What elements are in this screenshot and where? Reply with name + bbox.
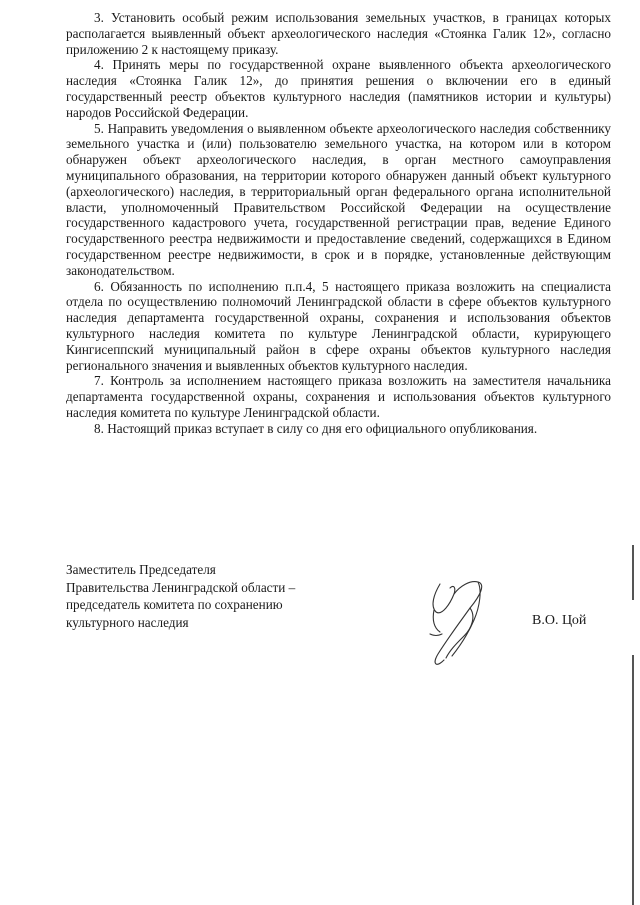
paragraph-8: 8. Настоящий приказ вступает в силу со дня его официального опубликования. bbox=[94, 420, 538, 436]
handwritten-signature bbox=[420, 576, 500, 671]
signatory-position-line: культурного наследия bbox=[66, 614, 189, 630]
signatory-position-line: Правительства Ленинградской области – bbox=[66, 579, 296, 595]
paragraph-3: 3. Установить особый режим использования земельных участков, в границах которых располагается выявленный объект археологического наследия «Стоянка Галик 12», согласно приложению 2 к настоящему приказу. bbox=[66, 10, 611, 57]
signature-block bbox=[66, 561, 611, 671]
paragraph-7: 7. Контроль за исполнением настоящего приказа возложить на заместителя начальника департамента государственной охраны, сохранения и использования объектов культурного наследия комитета по культуре Ленинградской области. bbox=[66, 373, 611, 420]
paragraph-5: 5. Направить уведомления о выявленном объекте археологического наследия собственнику земельного участка и (или) пользователю земельного участка, на котором или в котором обнаружен объект археологического наследия, в орган местного самоуправления муниципального образования, на территории которого обнаружен данный объект культурного (археологического) наследия, в территориальный орган федерального органа исполнительной власти, уполномоченный Правительством Российской Федерации на осуществление государственного кадастрового учета, государственной регистрации прав, ведение Единого государственного реестра недвижимости и предоставление сведений, содержащихся в Едином государственном реестре недвижимости, в срок и в порядке, установленные действующим законодательством. bbox=[66, 120, 611, 278]
scan-edge-mark bbox=[632, 655, 634, 905]
signatory-position-line: Заместитель Председателя bbox=[66, 562, 216, 577]
signatory-position bbox=[66, 561, 386, 631]
paragraph-4: 4. Принять меры по государственной охране выявленного объекта археологического наследия «Стоянка Галик 12», до принятия решения о включении его в единый государственный реестр объектов культурного наследия (памятников истории и культуры) народов Российской Федерации. bbox=[66, 57, 611, 120]
order-body bbox=[66, 10, 611, 437]
signatory-position-line: председатель комитета по сохранению bbox=[66, 597, 283, 612]
signatory-name: В.О. Цой bbox=[532, 613, 587, 628]
paragraph-6: 6. Обязанность по исполнению п.п.4, 5 настоящего приказа возложить на специалиста отдела по осуществлению полномочий Ленинградской области в сфере объектов культурного наследия департамента государственной охраны, сохранения и использования объектов культурного наследия комитета по культуре Ленинградской области, курирующего Кингисеппский муниципальный район в сфере охраны объектов культурного наследия регионального значения и выявленных объектов культурного наследия. bbox=[66, 278, 611, 373]
scan-edge-mark bbox=[632, 545, 634, 600]
